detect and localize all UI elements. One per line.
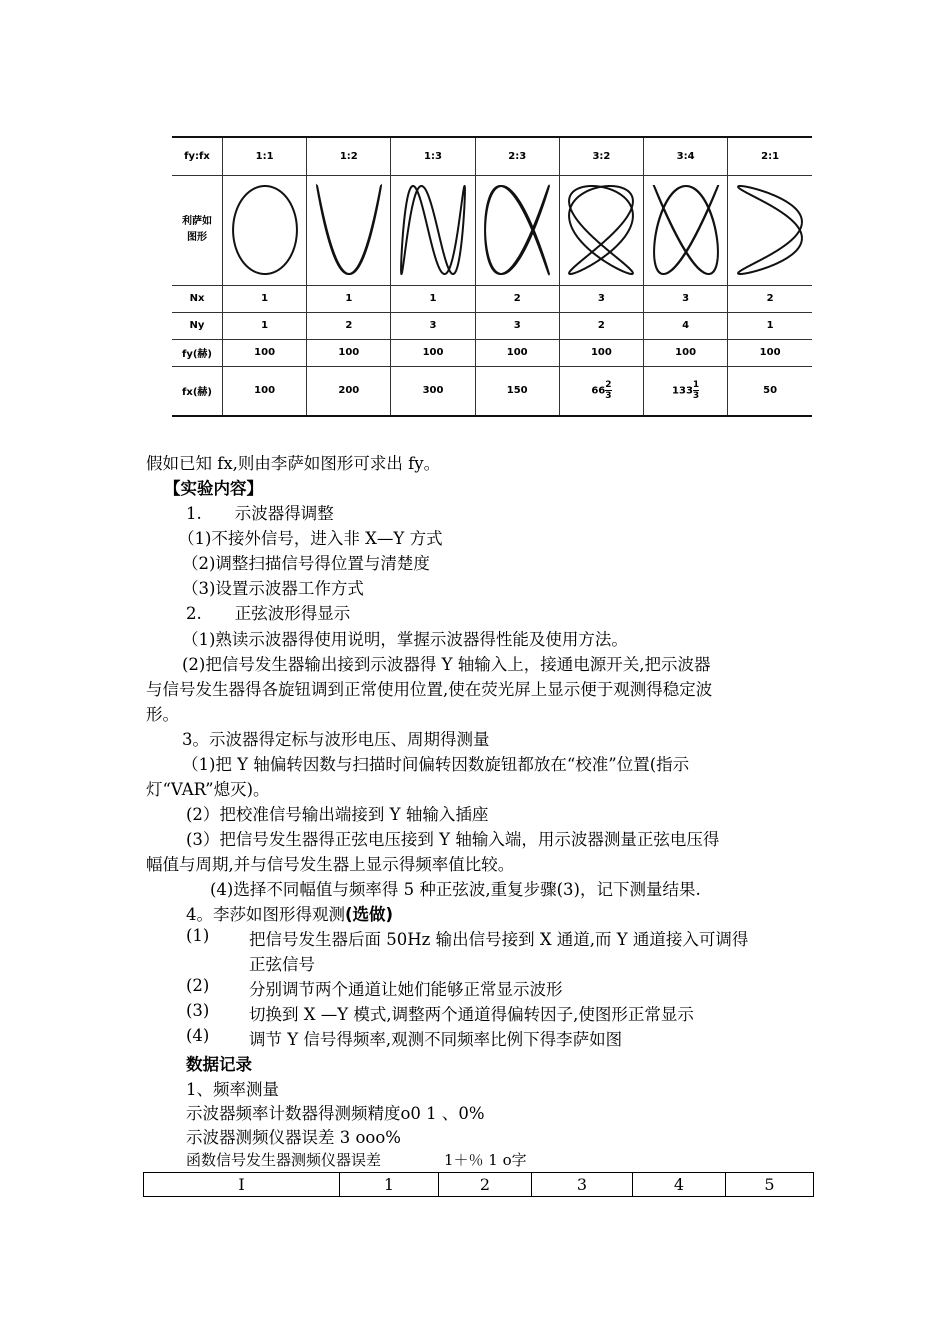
info-line: 示波器频率计数器得测频精度ο0 1 、0% — [186, 1104, 485, 1123]
figure-row — [172, 175, 812, 285]
sub-item: (2）把校准信号输出端接到 Y 轴输入插座 — [186, 805, 489, 824]
sub-heading: 1、频率测量 — [186, 1080, 279, 1099]
step-number: (2) — [186, 976, 210, 995]
fy-cell: 100 — [728, 339, 812, 366]
step-text: 分别调节两个通道让她们能够正常显示波形 — [249, 980, 563, 999]
item-heading: 1. 示波器得调整 — [186, 504, 334, 523]
ratio-cell: 1:2 — [307, 137, 391, 175]
lissajous-figure-3-2 — [559, 175, 643, 285]
table-cell: 2 — [439, 1173, 532, 1197]
paragraph-line: 灯“VAR”熄灭)。 — [146, 780, 270, 799]
sub-item: （3)设置示波器工作方式 — [182, 579, 364, 598]
nx-label: Nx — [189, 293, 205, 304]
item-heading: 2. 正弦波形得显示 — [186, 604, 351, 623]
sub-item: (4)选择不同幅值与频率得 5 种正弦波,重复步骤(3)，记下测量结果. — [210, 880, 701, 899]
intro-line: 假如已知 fx,则由李萨如图形可求出 fy。 — [146, 454, 441, 473]
fx-cell-mixed: 133 $\frac{1}{3}$ — [644, 366, 728, 416]
ny-cell: 1 — [223, 312, 307, 339]
ratio-cell: 2:1 — [728, 137, 812, 175]
ny-cell: 3 — [475, 312, 559, 339]
lissajous-figure-2-1 — [728, 175, 812, 285]
fy-cell: 100 — [475, 339, 559, 366]
ratio-cell: 1:1 — [223, 137, 307, 175]
lissajous-curve — [233, 186, 297, 274]
paragraph-line: (2)把信号发生器输出接到示波器得 Y 轴输入上，接通电源开关,把示波器 — [182, 655, 711, 674]
nx-row — [172, 285, 812, 312]
ratio-cell: 3:4 — [644, 137, 728, 175]
lissajous-figure-1-3 — [391, 175, 475, 285]
ny-cell: 2 — [307, 312, 391, 339]
fx-cell: 300 — [391, 366, 475, 416]
fy-cell: 100 — [307, 339, 391, 366]
ny-row — [172, 312, 812, 339]
fy-cell: 100 — [391, 339, 475, 366]
nx-cell: 2 — [728, 285, 812, 312]
lissajous-figure-2-3 — [475, 175, 559, 285]
lissajous-curve — [738, 186, 802, 274]
fy-cell: 100 — [644, 339, 728, 366]
fx-cell-mixed: 66 $\frac{2}{3}$ — [559, 366, 643, 416]
lissajous-curve — [317, 186, 381, 274]
ratio-header: fy:fx — [184, 150, 210, 162]
measurement-table — [143, 1172, 814, 1197]
table-row — [144, 1173, 814, 1197]
table-cell: 4 — [633, 1173, 726, 1197]
table-cell: 5 — [726, 1173, 814, 1197]
fx-cell: 50 — [728, 366, 812, 416]
table-cell: 3 — [532, 1173, 633, 1197]
lissajous-figure-3-4 — [644, 175, 728, 285]
table-cell: I — [144, 1173, 340, 1197]
section-heading: 数据记录 — [186, 1055, 252, 1074]
lissajous-curve — [401, 186, 465, 274]
fx-label: fx(赫) — [182, 387, 212, 399]
figure-label: 利萨如 图形 — [182, 216, 212, 243]
fy-row — [172, 339, 812, 366]
step-text: 正弦信号 — [249, 955, 315, 974]
nx-cell: 1 — [391, 285, 475, 312]
item-heading: 4。李莎如图形得观测(选做) — [186, 905, 394, 924]
sub-item: （1)熟读示波器得使用说明，掌握示波器得性能及使用方法。 — [182, 630, 628, 649]
fy-cell: 100 — [223, 339, 307, 366]
paragraph-line: （1)把 Y 轴偏转因数与扫描时间偏转因数旋钮都放在“校准”位置(指示 — [182, 755, 690, 774]
ny-cell: 1 — [728, 312, 812, 339]
item-heading: 3。示波器得定标与波形电压、周期得测量 — [182, 730, 490, 749]
lissajous-table — [172, 136, 812, 416]
step-number: (3) — [186, 1001, 210, 1020]
sub-item: （1)不接外信号，进入非 X—Y 方式 — [178, 529, 443, 548]
nx-cell: 3 — [644, 285, 728, 312]
step-text: 切换到 X —Y 模式,调整两个通道得偏转因子,使图形正常显示 — [249, 1005, 694, 1024]
fx-cell: 150 — [475, 366, 559, 416]
step-number: (1) — [186, 926, 210, 945]
lissajous-curve — [485, 186, 549, 274]
paragraph-line: 幅值与周期,并与信号发生器上显示得频率值比较。 — [146, 855, 515, 874]
ratio-row — [172, 137, 812, 175]
paragraph-line: 形。 — [146, 705, 179, 724]
fy-label: fy(赫) — [181, 349, 212, 360]
nx-cell: 3 — [559, 285, 643, 312]
ny-label: Ny — [189, 320, 205, 331]
step-text: 调节 Y 信号得频率,观测不同频率比例下得李萨如图 — [249, 1030, 623, 1049]
ny-cell: 3 — [391, 312, 475, 339]
ratio-cell: 1:3 — [391, 137, 475, 175]
ratio-cell: 3:2 — [559, 137, 643, 175]
fx-row — [172, 366, 812, 416]
table-cell: 1 — [340, 1173, 439, 1197]
ny-cell: 2 — [559, 312, 643, 339]
paragraph-line: (3）把信号发生器得正弦电压接到 Y 轴输入端，用示波器测量正弦电压得 — [186, 830, 720, 849]
lissajous-figure-1-1 — [223, 175, 307, 285]
info-value: 1＋％ 1 ο字 — [444, 1151, 527, 1169]
step-text: 把信号发生器后面 50Hz 输出信号接到 X 通道,而 Y 通道接入可调得 — [249, 930, 749, 949]
fx-cell: 100 — [223, 366, 307, 416]
ny-cell: 4 — [644, 312, 728, 339]
section-heading: 【实验内容】 — [164, 479, 263, 498]
lissajous-figure-1-2 — [307, 175, 391, 285]
info-line: 示波器测频仪器误差 3 οοο% — [186, 1128, 401, 1147]
nx-cell: 1 — [307, 285, 391, 312]
ratio-cell: 2:3 — [475, 137, 559, 175]
lissajous-curve — [654, 186, 718, 274]
fx-cell: 200 — [307, 366, 391, 416]
nx-cell: 1 — [223, 285, 307, 312]
info-line: 函数信号发生器测频仪器误差 — [186, 1151, 382, 1169]
lissajous-curve — [569, 186, 633, 274]
step-number: (4) — [186, 1026, 210, 1045]
paragraph-line: 与信号发生器得各旋钮调到正常使用位置,使在荧光屏上显示便于观测得稳定波 — [146, 680, 713, 699]
sub-item: （2)调整扫描信号得位置与清楚度 — [182, 554, 430, 573]
fy-cell: 100 — [559, 339, 643, 366]
nx-cell: 2 — [475, 285, 559, 312]
